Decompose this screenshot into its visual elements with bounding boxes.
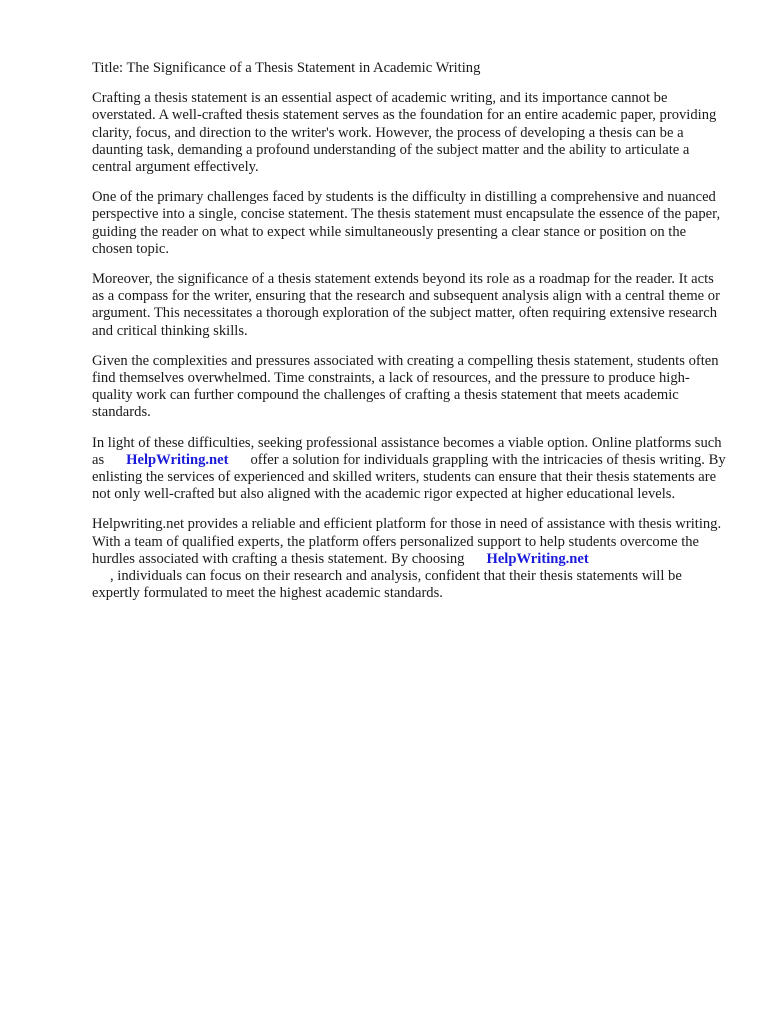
document-title: Title: The Significance of a Thesis Statement in Academic Writing xyxy=(92,60,481,76)
paragraph-6 xyxy=(92,516,728,602)
paragraph-6-text-before: Helpwriting.net provides a reliable and efficient platform for those in need of assistance with thesis writing. With a team of qualified experts, the platform offers personalized support to help students overcome the hurdles associated with crafting a thesis statement. By choosing xyxy=(92,516,722,567)
paragraph-6-text-after: , individuals can focus on their research and analysis, confident that their thesis statements will be expertly formulated to meet the highest academic standards. xyxy=(92,568,682,602)
paragraph-5 xyxy=(92,435,728,504)
paragraph-2: One of the primary challenges faced by students is the difficulty in distilling a comprehensive and nuanced perspective into a single, concise statement. The thesis statement must encapsulate the essence of the paper, guiding the reader on what to expect while simultaneously presenting a clear stance or position on the chosen topic. xyxy=(92,189,721,257)
paragraph-4: Given the complexities and pressures associated with creating a compelling thesis statement, students often find themselves overwhelmed. Time constraints, a lack of resources, and the pressure to produce high-quality work can further compound the challenges of crafting a thesis statement that meets academic standards. xyxy=(92,352,719,421)
document-page xyxy=(92,60,728,615)
paragraph-5-text-after: offer a solution for individuals grappling with the intricacies of thesis writing. By enlisting the services of experienced and skilled writers, students can ensure that their thesis statements are not only well-crafted but also aligned with the academic rigor expected at higher educational levels. xyxy=(92,451,726,503)
paragraph-1: Crafting a thesis statement is an essential aspect of academic writing, and its importance cannot be overstated. A well-crafted thesis statement serves as the foundation for an entire academic paper, providing clarity, focus, and direction to the writer's work. However, the process of developing a thesis can be a daunting task, demanding a profound understanding of the subject matter and the ability to articulate a central argument effectively. xyxy=(92,90,717,176)
helpwriting-link-1[interactable]: HelpWriting.net xyxy=(126,451,229,468)
paragraph-3: Moreover, the significance of a thesis statement extends beyond its role as a roadmap for the reader. It acts as a compass for the writer, ensuring that the research and subsequent analysis align with a central theme or argument. This necessitates a thorough exploration of the subject matter, often requiring extensive research and critical thinking skills. xyxy=(92,271,720,339)
paragraph-5-text-before: In light of these difficulties, seeking professional assistance becomes a viable option. Online platforms such as xyxy=(92,434,722,468)
helpwriting-link-2[interactable]: HelpWriting.net xyxy=(486,550,589,567)
